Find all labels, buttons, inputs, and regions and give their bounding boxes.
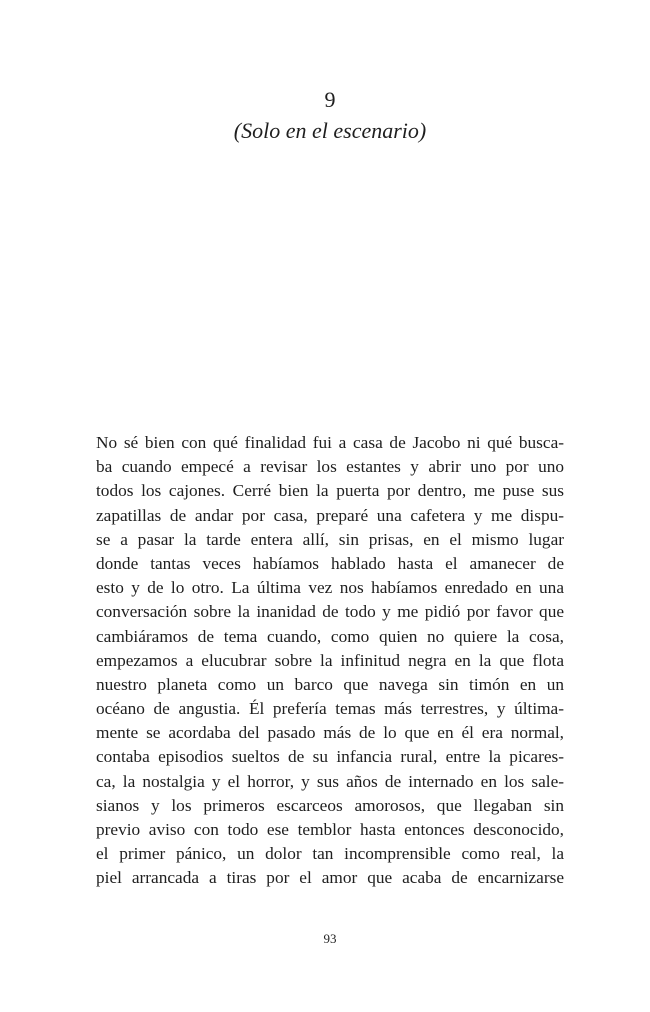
text-line: donde tantas veces habíamos hablado hasta el amanecer de — [96, 553, 564, 573]
text-line: océano de angustia. Él prefería temas más terrestres, y última- — [96, 699, 564, 719]
text-line: se a pasar la tarde entera allí, sin prisas, en el mismo lugar — [96, 529, 564, 549]
text-line: cambiáramos de tema cuando, como quien no quiere la cosa, — [96, 626, 564, 646]
text-line: contaba episodios sueltos de su infancia rural, entre la picares- — [96, 747, 564, 767]
text-line: ba cuando empecé a revisar los estantes y abrir uno por uno — [96, 457, 564, 477]
text-line: previo aviso con todo ese temblor hasta entonces desconocido, — [96, 820, 564, 839]
chapter-title: (Solo en el escenario) — [233, 118, 427, 143]
text-line: nuestro planeta como un barco que navega sin timón en un — [96, 674, 564, 694]
text-line: zapatillas de andar por casa, preparé una cafetera y me dispu- — [96, 505, 564, 525]
text-line: sianos y los primeros escarceos amorosos, que llegaban sin — [96, 795, 564, 815]
page-number: 93 — [323, 931, 337, 946]
text-line: todos los cajones. Cerré bien la puerta por dentro, me puse sus — [96, 481, 564, 501]
text-line: No sé bien con qué finalidad fui a casa de Jacobo ni qué busca- — [96, 433, 565, 452]
text-line: empezamos a elucubrar sobre la infinitud negra en la que flota — [96, 650, 564, 670]
text-line: esto y de lo otro. La última vez nos habíamos enredado en una — [96, 578, 564, 598]
text-line: ca, la nostalgia y el horror, y sus años de internado en los sale- — [96, 771, 564, 791]
body-paragraph — [96, 431, 564, 891]
chapter-number: 9 — [324, 87, 336, 112]
text-line: mente se acordaba del pasado más de lo que en él era normal, — [96, 723, 564, 743]
text-line: piel arrancada a tiras por el amor que acaba de encarnizarse — [96, 868, 564, 888]
text-line: el primer pánico, un dolor tan incomprensible como real, la — [96, 844, 564, 864]
text-line: conversación sobre la inanidad de todo y me pidió por favor que — [96, 602, 565, 622]
